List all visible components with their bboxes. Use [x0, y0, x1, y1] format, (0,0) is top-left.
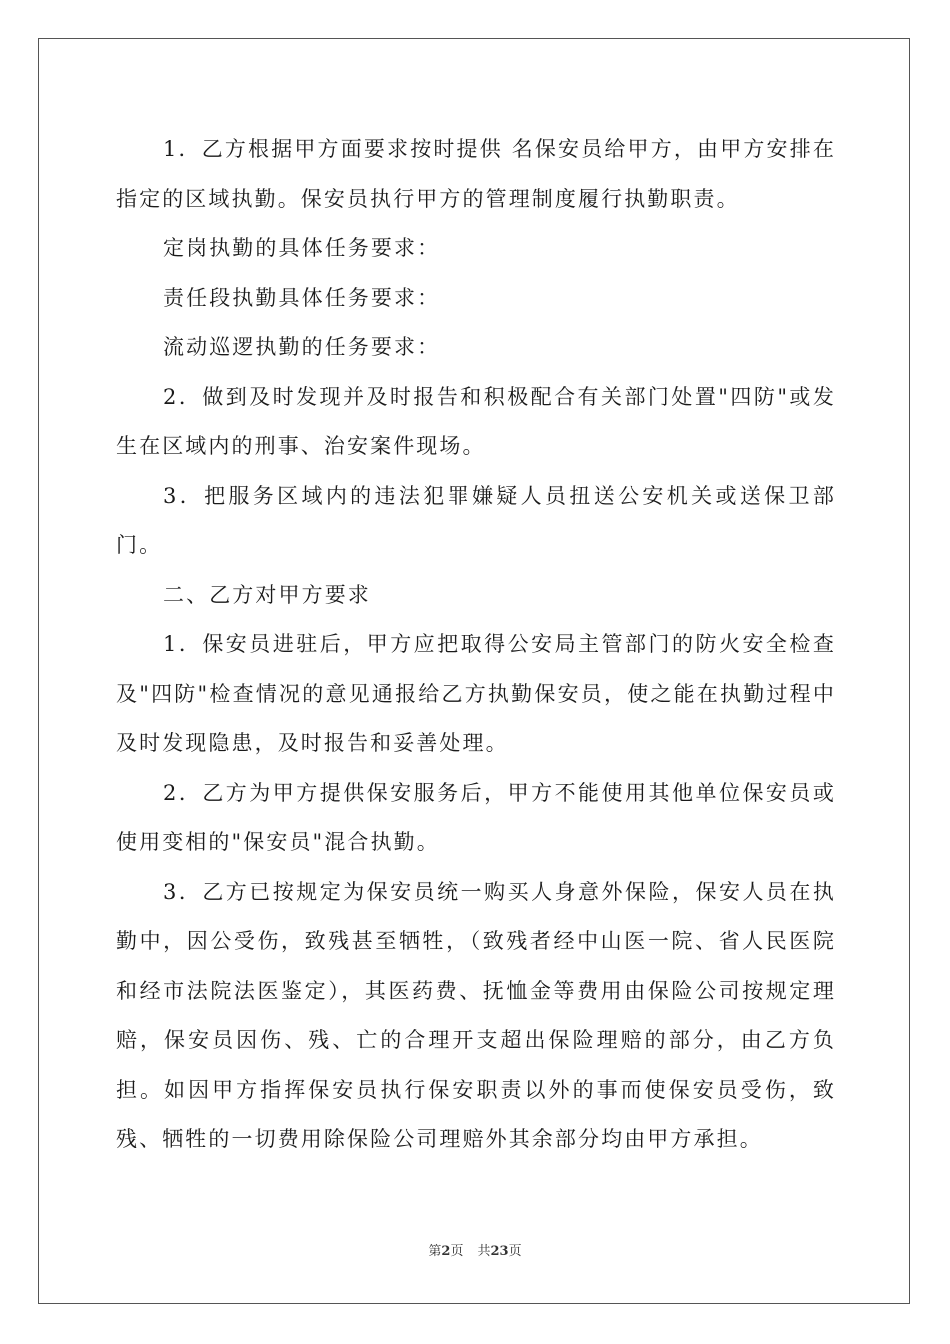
paragraph-7: 1．保安员进驻后，甲方应把取得公安局主管部门的防火安全检查及"四防"检查情况的意见通报给乙方执勤保安员，使之能在执勤过程中及时发现隐患，及时报告和妥善处理。: [116, 632, 836, 755]
section-heading: 二、乙方对甲方要求: [163, 582, 371, 607]
document-body: [116, 125, 836, 1165]
paragraph-8: 2．乙方为甲方提供保安服务后，甲方不能使用其他单位保安员或使用变相的"保安员"混合执勤。: [116, 780, 836, 854]
paragraph-5: 2．做到及时发现并及时报告和积极配合有关部门处置"四防"或发生在区域内的刑事、治安案件现场。: [116, 384, 836, 458]
page-number-prefix: 第: [428, 1244, 442, 1259]
total-pages-unit: 页: [508, 1244, 522, 1259]
current-page-number: 2: [441, 1244, 451, 1259]
paragraph-4: 流动巡逻执勤的任务要求：: [163, 335, 441, 359]
paragraph-9: 3．乙方已按规定为保安员统一购买人身意外保险，保安人员在执勤中，因公受伤，致残甚至牺牲，（致残者经中山医一院、省人民医院和经市法院法医鉴定），其医药费、抚恤金等费用由保险公司按规定理赔，保安员因伤、残、亡的合理开支超出保险理赔的部分，由乙方负担。如因甲方指挥保安员执行保安职责以外的事而使保安员受伤，致残、牺牲的一切费用除保险公司理赔外其余部分均由甲方承担。: [116, 879, 836, 1151]
page-number-unit: 页: [450, 1244, 464, 1259]
total-page-count: 23: [490, 1244, 509, 1259]
paragraph-6: 3．把服务区域内的违法犯罪嫌疑人员扭送公安机关或送保卫部门。: [116, 483, 836, 557]
page-footer: [0, 1240, 950, 1259]
paragraph-2: 定岗执勤的具体任务要求：: [163, 236, 441, 260]
paragraph-3: 责任段执勤具体任务要求：: [163, 285, 441, 310]
total-pages-prefix: 共: [477, 1244, 491, 1259]
paragraph-1: 1．乙方根据甲方面要求按时提供 名保安员给甲方，由甲方安排在指定的区域执勤。保安员执行甲方的管理制度履行执勤职责。: [116, 137, 836, 211]
